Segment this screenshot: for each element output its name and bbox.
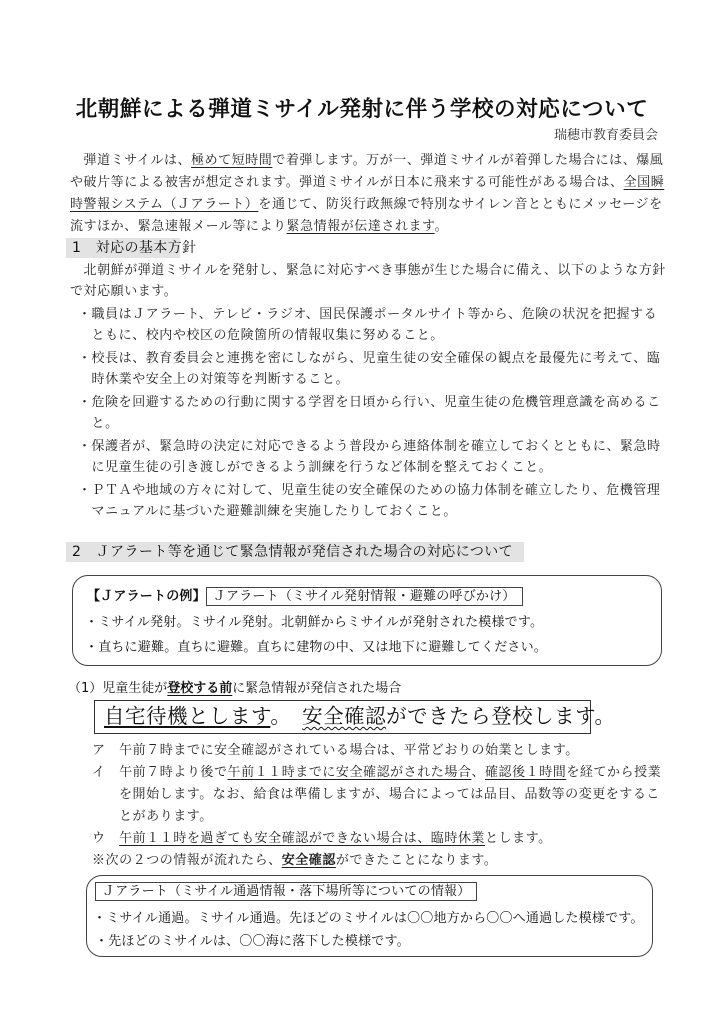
item-emphasis: 確認後１時間: [485, 765, 567, 780]
intro-emphasis: 極めて短時間: [191, 153, 273, 168]
jalert-pass-label: Ｊアラート（ミサイル通過情報・落下場所等についての情報）: [95, 882, 477, 901]
item-u: [92, 828, 552, 849]
jalert-pass-box: [86, 875, 653, 957]
item-emphasis: 午前１１時までに安全確認がされた場合: [227, 765, 472, 780]
organization-name: 瑞穂市教育委員会: [553, 128, 658, 143]
note-emphasis: 安全確認: [281, 853, 336, 868]
bullet-4-line-1: ・保護者が、緊急時の決定に対応できるよう普段から連絡体制を確立しておくとともに、緊急時: [78, 439, 661, 454]
item-text: 午前７時より後で: [119, 765, 228, 780]
safety-note: [92, 850, 497, 871]
jalert-pass-header: [95, 882, 477, 901]
subsection-1-heading: [68, 677, 401, 696]
jalert-pass-line-2: ・先ほどのミサイルは、〇〇海に落下した模様です。: [95, 934, 410, 949]
item-text: とします。: [484, 831, 552, 846]
intro-text: で着弾します。万が一、弾道ミサイルが着弾した場合には、爆風: [272, 153, 664, 168]
jalert-example-prefix: 【Ｊアラートの例】: [87, 589, 206, 604]
intro-emphasis: 全国瞬: [623, 175, 665, 190]
bullet-1-line-2: ともに、校内や校区の危険箇所の情報収集に努めること。: [78, 328, 444, 343]
section-1-lead-2: で対応願います。: [70, 284, 178, 299]
intro-line-3: [70, 194, 663, 215]
item-text: 、: [471, 765, 485, 780]
section-2-heading: 2 Ｊアラート等を通じて緊急情報が発信された場合の対応について: [66, 542, 524, 562]
callout-emphasis: 安全確認: [302, 704, 387, 728]
section-1-lead-1: 北朝鮮が弾道ミサイルを発射し、緊急に対応すべき事態が生じた場合に備え、以下のような方針: [70, 263, 666, 278]
section-1-heading: 1 対応の基本方針: [66, 238, 180, 258]
stay-home-callout: [94, 700, 616, 734]
callout-emphasis: 自宅待機とします: [104, 704, 271, 728]
note-text: ができたことになります。: [335, 853, 498, 868]
subsection-text: に緊急情報が発信された場合: [232, 681, 402, 696]
intro-line-2: [70, 172, 664, 193]
item-i-line-2: を開始します。なお、給食は準備しますが、場合によっては品目、品数等の変更をするこ: [119, 787, 660, 802]
intro-text: を通じて、防災行政無線で特別なサイレン音とともにメッセージを: [258, 197, 663, 212]
document-title: 北朝鮮による弾道ミサイル発射に伴う学校の対応について: [75, 97, 649, 122]
jalert-example-line-2: ・直ちに避難。直ちに避難。直ちに建物の中、又は地下に避難してください。: [85, 640, 548, 655]
note-text: ※次の２つの情報が流れたら、: [92, 853, 282, 868]
intro-text: や破片等による被害が想定されます。弾道ミサイルが日本に飛来する可能性がある場合は、: [70, 175, 624, 190]
callout-text: ができたら登校します。: [386, 704, 616, 728]
item-label: イ: [92, 765, 106, 780]
intro-line-4: [70, 216, 448, 237]
bullet-4-line-2: に児童生徒の引き渡しができるよう訓練を行うなど体制を整えておくこと。: [78, 460, 553, 475]
bullet-5-line-1: ・ＰＴＡや地域の方々に対して、児童生徒の安全確保のための協力体制を確立したり、危機管理: [78, 483, 661, 498]
item-label: ウ: [92, 831, 106, 846]
item-label: ア: [92, 743, 106, 758]
intro-text: 流すほか、緊急速報メール等により: [70, 219, 287, 234]
item-emphasis: 午前１１時を過ぎても安全確認ができない場合は、臨時休業: [119, 831, 485, 846]
jalert-example-box: [72, 575, 662, 666]
item-i-line-3: とがあります。: [119, 809, 213, 824]
jalert-example-line-1: ・ミサイル発射。ミサイル発射。北朝鮮からミサイルが発射された模様です。: [85, 615, 544, 630]
bullet-1-line-1: ・職員はＪアラート、テレビ・ラジオ、国民保護ポータルサイト等から、危険の状況を把握する: [78, 307, 658, 322]
bullet-2-line-1: ・校長は、教育委員会と連携を密にしながら、児童生徒の安全確保の観点を最優先に考えて、臨: [78, 351, 661, 366]
subsection-text: （1）児童生徒が: [68, 681, 168, 696]
item-a: [92, 740, 579, 761]
bullet-3-line-1: ・危険を回避するための行動に関する学習を日頃から行い、児童生徒の危機管理意識を高めるこ: [78, 395, 661, 410]
jalert-example-header: [87, 585, 523, 606]
intro-text: 弾道ミサイルは、: [70, 153, 192, 168]
intro-emphasis: 時警報システム（Ｊアラート）: [70, 197, 259, 212]
subsection-emphasis: 登校する前: [167, 681, 233, 696]
jalert-pass-line-1: ・ミサイル通過。ミサイル通過。先ほどのミサイルは〇〇地方から〇〇へ通過した模様です。: [93, 911, 644, 926]
item-text: を経てから授業: [566, 765, 662, 780]
callout-text: 。: [270, 704, 303, 728]
item-text: 午前７時までに安全確認がされている場合は、平常どおりの始業とします。: [119, 743, 579, 758]
bullet-3-line-2: と。: [78, 416, 119, 431]
intro-line-1: [70, 150, 663, 171]
intro-emphasis: 緊急情報が伝達されます: [286, 219, 435, 234]
item-i-line-1: [92, 762, 661, 783]
jalert-example-label: Ｊアラート（ミサイル発射情報・避難の呼びかけ）: [206, 587, 523, 606]
bullet-5-line-2: マニュアルに基づいた避難訓練を実施したりしておくこと。: [78, 504, 457, 519]
intro-text: 。: [434, 219, 449, 234]
bullet-2-line-2: 時休業や安全上の対策等を判断すること。: [78, 372, 350, 387]
